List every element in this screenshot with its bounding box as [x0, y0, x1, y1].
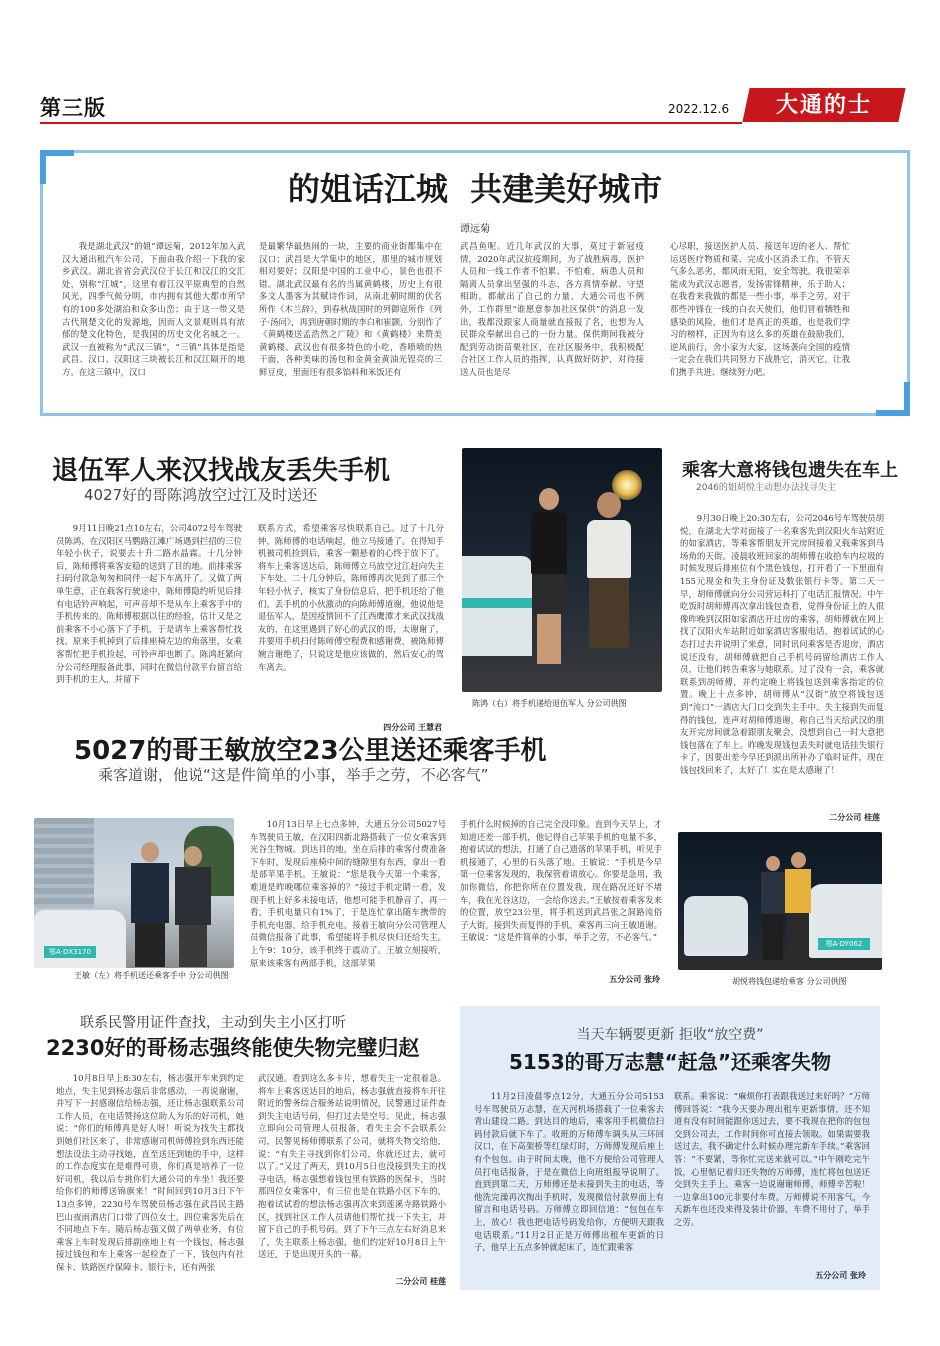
- story5-col-2: 联系。乘客说：“麻烦你打表跟我送过来好吗？”万师傅回答说：“我今天要办理出租车更新事情，还不知道有没有时间能跟你送过去，要不我现在把你的包包交到公司去，工作时间你可直接去领取。如果需要我送过去，我不确定什么时候办理完新车手续。”乘客回答：“不要紧，等你忙完送来就可以。”中午刚吃完午饭，心里惦记着归还失物的万师傅，连忙将包包送还交到失主手上。乘客一边说谢谢师傅，师傅辛苦啦！一边拿出100元非要付车费。万师傅说不用客气，今天新车也还没来得及装计价器，车费不用付了，举手之劳。: [674, 1091, 870, 1227]
- photo-person-right: [584, 492, 634, 682]
- brand-logo: [742, 88, 905, 122]
- taxi-plate-1: 鄂A·DX3170: [44, 946, 96, 958]
- photo-person-b: [784, 852, 812, 966]
- feature-col-4: 心尽职，接送医护人员、接送年迈的老人、帮忙运送医疗物质和菜、完成小区消杀工作，不管天气多么恶劣，都风雨无阻，安全驾驶。我很荣幸能成为武汉志愿者，发扬雷锋精神，乐于助人；在我看来我做的都是一些小事，举手之劳，对于那些冲锋在一线的白衣天使们，他们冒着牺牲和感染的风险，他们才是真正的英雄，也是我们学习的榜样，正因为有这么多的英雄在鼓励我们，逆风前行，舍小家为大家，这场袭向全国的疫情一定会在我们共同努力下战胜它，消灭它，让我们携手共进、继续努力吧。: [670, 241, 850, 377]
- photo-person-driver: [130, 842, 170, 968]
- story1-col-1: 9月11日晚21点10左右，公司4072号车驾驶员陈鸿，在汉阳区马鹦路江滩广场遇到拦招的三位年轻小伙子，说要去十升二路水晶霖。十几分钟后，陈师傅将乘客安稳的送到了目的地。前排乘客扫码付款急匆匆和同伴一起下车离开了。又做了两单生意，正在载客行驶途中，陈师傅隐约听见后排有电话铃声响起，可声音却不是从车上乘客手中的手机传来的。陈师傅根据以往的经验，估计又是之前乘客不小心落下了手机，于是请车上乘客帮忙找找。原来手机掉到了后排座椅左边的角落里，女乘客帮忙把手机捡起，可铃声却也断了。陈鸿赶紧向分公司经理报备此事，同时在微信付款平台留言给到手机的主人，并留下: [56, 523, 242, 685]
- story4-col-2: 武汉通。看到这么多卡片，想着失主一定很着急。将车上乘客送达目的地后，杨志强就直接将车开往附近的警务综合服务站说明情况，民警通过证件查到失主电话号码，但打过去是空号。见此，杨志强立即向公司管理人员报备，看失主会不会联系公司，民警见杨师傅联系了公司，就将失物交给他，说：“有失主寻找到你们公司，你就还过去，就可以了。”又过了两天，到10月5日也没接到失主的找寻电话，杨志强想着钱包里有铁路的医保卡，当时那四位女乘客中，有三位也是在铁路小区下车的，抱着试试看的想法杨志强再次来到莲溪寺路铁路小区，找到社区工作人员请他们帮忙找一下失主，并留下自己的手机号码。到了下午三点左右好消息来了，失主联系上杨志强，他们约定好10月8日上午送还，于是出现开头的一幕。: [258, 1073, 446, 1260]
- story1-credit: 四分公司 王慧君: [383, 723, 442, 732]
- story3-photo: [34, 818, 234, 968]
- photo-building: [34, 818, 94, 908]
- feature-corner-br: [876, 382, 910, 416]
- photo-taxi-body: [684, 896, 748, 956]
- photo-person-passenger: [174, 846, 212, 968]
- story1-subtitle: 4027好的哥陈鸿放空过江及时送还: [84, 486, 318, 504]
- story4-title: 2230好的哥杨志强终能使失物完璧归赵: [46, 1036, 420, 1060]
- photo-taxi-front: [34, 910, 126, 968]
- brand-logo-text: 大通的士: [775, 92, 872, 118]
- story3-col-1: 10月13日早上七点多钟，大通五分公司5027号车驾驶员王敏，在汉阳四新北路搭载了一位女乘客到光谷生物城。到达目的地，坐在后排的乘客付费准备下车时，发现后座椅中间的缝隙里有东西，拿出一看是部苹果手机。王敏说：“您是我今天第一个乘客，难道是昨晚哪位乘客掉的？”接过手机定睛一看，发现手机上好多未接电话，他想可能手机静音了，再一看，手机电量只有1%了，于是连忙拿出随车携带的手机充电器，给手机充电。接着王敏向分公司管理人员微信报备了此事，希望能将手机尽快归还给失主。上午9：10分，该手机终于震动了。王敏立刻接听，原来该乘客有两部手机，这部苹果: [250, 819, 446, 968]
- story2-photo-caption: 胡悦将钱包递给乘客 分公司供图: [732, 977, 847, 986]
- story3-photo-caption: 王敏（左）将手机送还乘客手中 分公司供图: [74, 971, 229, 980]
- photo-person-left: [528, 488, 570, 678]
- story4-kicker: 联系民警用证件查找，主动到失主小区打听: [80, 1015, 346, 1031]
- story3-credit: 五分公司 张玲: [609, 975, 660, 984]
- story1-photo-caption: 陈鸿（右）将手机递给退伍军人 分公司供图: [472, 699, 627, 708]
- feature-author: 谭远菊: [460, 224, 490, 235]
- issue-date: 2022.12.6: [668, 102, 730, 116]
- story3-col-2: 手机什么时候掉的自己完全没印象。直到今天早上，才知道还差一部手机，他记得自己苹果手机的电量不多，抱着试试的想法，打通了自己遗落的苹果手机，听见手机接通了，心里的石头落了地。王敏说：“手机是今早第一位乘客发现的，我保管着请放心。你要是急用，我加你微信，你把你所在位置发我，现在路况还好不堵车，我在光谷这边，一会给你送去。”王敏按着乘客发来的位置，放空23公里，将手机送到武昌张之洞路沌俗子大街。接到失而复得的手机，乘客再三向王敏道谢。王敏说：“这是件简单的小事，举手之劳，不必客气。”: [460, 819, 662, 943]
- story2-photo: [678, 832, 882, 970]
- feature-title: 的姐话江城 共建美好城市: [287, 170, 663, 208]
- story5-credit: 五分公司 张玲: [815, 1271, 866, 1280]
- story2-title: 乘客大意将钱包遗失在车上: [682, 460, 898, 481]
- story1-col-2: 联系方式，希望乘客尽快联系自己。过了十几分钟，陈师傅的电话响起，他立马接通了。在得知手机被司机捡到后，乘客一颗悬着的心终于放下了。将车上乘客送达后，陈师傅立马放空过江赶向失主下车处。二十几分钟后，陈师傅再次见到了那三个年轻小伙子，核实了身份信息后，把手机还给了他们。丢手机的小伙激动的向陈师傅道谢，他说他是退伍军人，是因疫情回不了江西鹰潭才来武汉找战友的，在这里遇到了好心的武汉的哥，太谢谢了，并要用手机扫付陈师傅空程费和感谢费，被陈师傅婉言谢绝了，只说这是他应该做的，然后安心的驾车离去。: [258, 523, 444, 672]
- story5-kicker: 当天车辆要更新 拒收“放空费”: [576, 1027, 764, 1043]
- story4-credit: 二分公司 桂莲: [395, 1277, 446, 1286]
- photo-person-a: [760, 856, 786, 966]
- story1-photo: [462, 448, 662, 692]
- photo-taxi-stripe: [462, 598, 532, 608]
- masthead-rule: [40, 122, 742, 124]
- story2-credit: 二分公司 桂莲: [829, 813, 880, 822]
- taxi-plate-2: 鄂A·DY062: [818, 938, 870, 950]
- story3-subtitle: 乘客道谢，他说“这是件简单的小事，举手之劳，不必客气”: [98, 766, 489, 784]
- story5-col-1: 11月2日凌晨零点12分，大通五分公司5153号车驾驶员万志慧，在天河机场搭载了一位乘客去青山建设二路。到达目的地后，乘客用手机微信扫码付款后就下车了。收班的万师傅车调头从三环回汉口，在下高架桥等红绿灯时，万师傅发现后座上有个包包。由于时间太晚，他不方便给公司管理人员打电话报备，于是在微信上向班组报导说明了。直到到第二天，万师傅还是未接到失主的电话，等他洗完澡再次掏出手机时，发现微信付款界面上有留言和电话号码。万师傅立即回信道：“包包在车上，放心！我也把电话号码发给你，方便明天跟我电话联系。”11月2日正是万师傅出租车更新的日子，他早上五点多钟就起床了，连忙跟乘客: [474, 1091, 664, 1253]
- story2-col: 9月30日晚上20:30左右，公司2046号车驾驶员胡悦，在湖北大学对面接了一名乘客先到汉阳火车站附近的如家酒店，等乘客帮朋友开完房间接着又载乘客到马场角的天街。凌晨收班回家的胡师傅在收拾车内垃圾的时候发现后排座位有个黑色钱包，打开看了一下里面有155元现金和失主身份证及数张银行卡等。第二天一早，胡师傅就向分公司营运科打了电话汇报情况。中午吃饭时胡师傅再次拿出钱包查看，觉得身份证上的人很像昨晚到汉阳如家酒店开过房的乘客，胡师傅就在网上找了汉阳火车站附近如家酒店客服电话，抱着试试的心态打过去并说明了来意，同时讯问乘客是否退房，酒店说还没有，胡师傅就把自己手机号码留给酒店工作人员，让他们转告乘客与她联系。过了没有一会，乘客就联系到胡师傅，并约定晚上将钱包送到乘客指定的位置。晚上十点多钟，胡师傅从“汉街”放空将钱包送到“沌口”一酒店大门口交到失主手中。失主接到失而复得的钱包，连声对胡师傅道谢，称自己当天给武汉的朋友开完房间就急着跟朋友聚会，没想到自己一时大意把钱包落在了车上。昨晚发现钱包丢失时就电话挂失银行卡了，因要出差今早还到派出所补办了临时证件，现在钱包找回来了，太好了！实在是太感谢了！: [680, 513, 884, 775]
- page-label: 第三版: [40, 96, 106, 120]
- story2-subtitle: 2046的姐胡悦主动想办法找寻失主: [696, 483, 836, 493]
- feature-col-1: 我是湖北武汉“的姐”谭远菊，2012年加入武汉大通出租汽车公司，下面由我介绍一下我的家乡武汉。湖北省省会武汉位于长江和汉江的交汇处，别称“江城”，这里有着江汉平原典型的自然风光，四季气候分明，市内拥有其他大都市所罕有的100多处湖泊和众多山峦；由于这一带又是古代荆楚文化的发源地，因而人文景观则具有浓郁的楚文化特色，是我国的历史文化名城之一。武汉一直被称为“武汉三镇”，“三镇”具体是指是武昌、汉口、汉阳这三块被长江和汉江隔开的地方。在这三镇中，汉口: [62, 241, 245, 377]
- feature-col-3: 武昌鱼呢。近几年武汉的大事，莫过于新冠疫情，2020年武汉抗疫期间，为了战胜病毒，医护人员和一线工作者不怕累、不怕难，病患人员和隔离人员拿出坚强的斗志，各方真情奉献、守望相助，都献出了自己的力量，大通公司也不例外，工作群里“谁愿意参加社区保供”的消息一发出，我都没跟家人商量就直接报了名，也想为人民群众奉献出自己的一份力量。保供期间我被分配到劳动街苗栗社区，在社区服务中，我积极配合社区工作人员的指挥，认真做好防护，对待接送人员也是尽: [460, 241, 644, 377]
- story5-title: 5153的哥万志慧“赶急”还乘客失物: [509, 1050, 831, 1074]
- story3-title: 5027的哥王敏放空23公里送还乘客手机: [74, 736, 547, 766]
- feature-col-2: 是最繁华最热闹的一块，主要的商业街都集中在汉口；武昌是大学集中的地区，那里的城市规划相对要好；汉阳是中国的工业中心，景色也很不错。湖北武汉最有名的当属黄鹤楼，历史上有很多文人墨客为其赋诗作词，从南北朝时期的伏名所作《木兰辞》，到春秋战国时的列御寇所作《列子·汤问》，再到唐朝时期的李白和崔颢，分别作了《黄鹤楼送孟浩然之广陵》和《黄鹤楼》来赞美黄鹤楼。武汉也有很多特色的小吃，香喷喷的热干面，各种美味的汤包和金黄金黄油光锃亮的三鲜豆皮，里面还有很多馅料和米饭还有: [259, 241, 442, 377]
- story1-title: 退伍军人来汉找战友丢失手机: [52, 456, 391, 486]
- story4-col-1: 10月8日早上8:30左右，杨志强开车来到约定地点，失主见到杨志强后非常感动，一再说谢谢，并写下一封感谢信给杨志强，还让杨志强联系公司工作人员，在电话赞扬这位助人为乐的好司机，她说：“你们的师傅真是好人呀！听说为找失主都找到她们社区来了，非常感谢司机师傅捡到东西还能想法设法主动寻找她，直至送还到她的手中，这样的工作态度实在是难得可贵，你们真是培养了一位好司机，我以后专挑你们大通公司的车坐！我还要给你们的师傅送锦旗来！”时间回到10月3日下午13点多钟，2230号车驾驶员杨志强在武昌民主路巴山夜雨酒店门口带了四位女士，四位乘客先后在不同地点下车。随后杨志强又做了两单业务，有位乘客上车时发现后排副座地上有一个钱包，杨志强接过钱包和车上乘客一起检查了一下，钱包内有社保卡、铁路医疗保障卡、银行卡，还有两张: [56, 1073, 244, 1272]
